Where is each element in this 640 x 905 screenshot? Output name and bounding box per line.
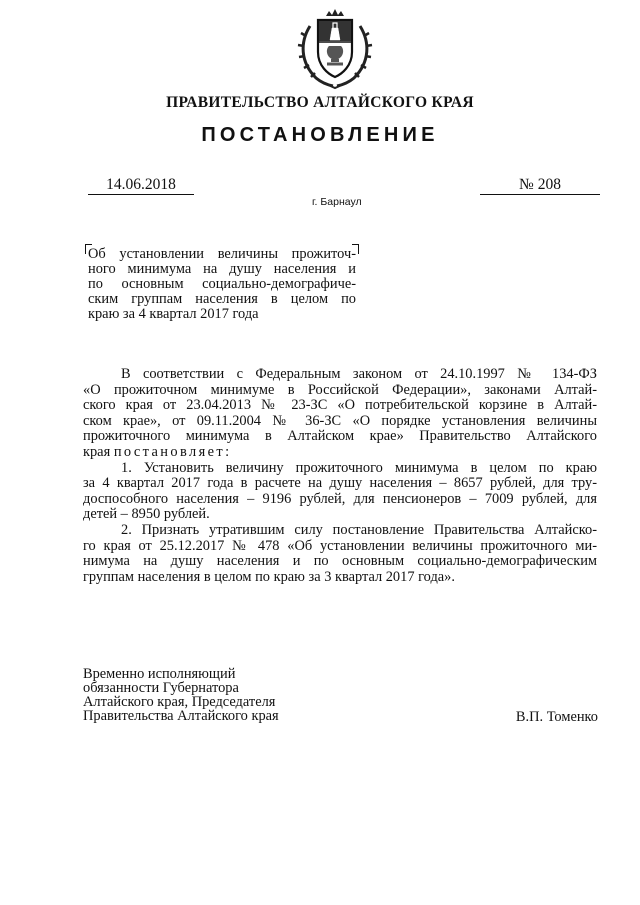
item2-line: нимума на душу населения и по основным социально-демографическим bbox=[83, 553, 597, 570]
item2-line: группам населения в целом по краю за 3 квартал 2017 года». bbox=[83, 568, 455, 585]
document-subject bbox=[88, 247, 356, 322]
altai-krai-coat-of-arms-icon bbox=[296, 6, 374, 90]
body-line: ском крае», от 09.11.2004 № 36-ЗС «О порядке установления величины bbox=[83, 412, 597, 429]
subject-line: по основным социально-демографиче- bbox=[88, 276, 356, 292]
subject-line: краю за 4 квартал 2017 года bbox=[88, 306, 259, 322]
signatory-line: обязанности Губернатора bbox=[83, 680, 239, 696]
preamble-last-word: края bbox=[83, 443, 111, 460]
document-type-title: ПОСТАНОВЛЕНИЕ bbox=[201, 124, 439, 146]
subject-line: Об установлении величины прожиточ- bbox=[88, 246, 356, 262]
item1-line: детей – 8950 рублей. bbox=[83, 506, 210, 523]
body-line: прожиточного минимума в Алтайском крае» Правительство Алтайского bbox=[83, 428, 597, 445]
body-line-resolution bbox=[83, 445, 597, 461]
document-date: 14.06.2018 bbox=[88, 176, 194, 195]
item2-line: го края от 25.12.2017 № 478 «Об установлении величины прожиточного ми- bbox=[83, 537, 597, 554]
signatory-line: Правительства Алтайского края bbox=[83, 708, 279, 724]
body-line: В соответствии с Федеральным законом от 24.10.1997 № 134-ФЗ bbox=[121, 366, 597, 382]
signatory-name: В.П. Томенко bbox=[515, 709, 598, 725]
signatory-position bbox=[83, 667, 279, 723]
item2-line: 2. Признать утратившим силу постановление Правительства Алтайско- bbox=[121, 521, 597, 538]
signatory-line: Алтайского края, Председателя bbox=[83, 694, 276, 710]
item1-line: доспособного населения – 9196 рублей, для пенсионеров – 7009 рублей, для bbox=[83, 490, 597, 507]
subject-line: ного минимума на душу населения и bbox=[88, 261, 356, 277]
body-line: ского края от 23.04.2013 № 23-ЗС «О потребительской корзине в Алтай- bbox=[83, 397, 597, 414]
item1-line: 1. Установить величину прожиточного минимума в целом по краю bbox=[121, 459, 597, 476]
subject-line: ским группам населения в целом по bbox=[88, 291, 356, 307]
resolves-word: постановляет: bbox=[113, 443, 232, 460]
signatory-line: Временно исполняющий bbox=[83, 666, 236, 682]
document-city: г. Барнаул bbox=[312, 196, 362, 208]
body-line: «О прожиточном минимуме в Российской Федерации», законами Алтай- bbox=[83, 381, 597, 398]
document-body bbox=[83, 367, 597, 585]
document-number: № 208 bbox=[480, 176, 600, 195]
item1-line: за 4 квартал 2017 года в расчете на душу населения – 8657 рублей, для тру- bbox=[83, 475, 597, 492]
organization-title: ПРАВИТЕЛЬСТВО АЛТАЙСКОГО КРАЯ bbox=[166, 94, 474, 111]
